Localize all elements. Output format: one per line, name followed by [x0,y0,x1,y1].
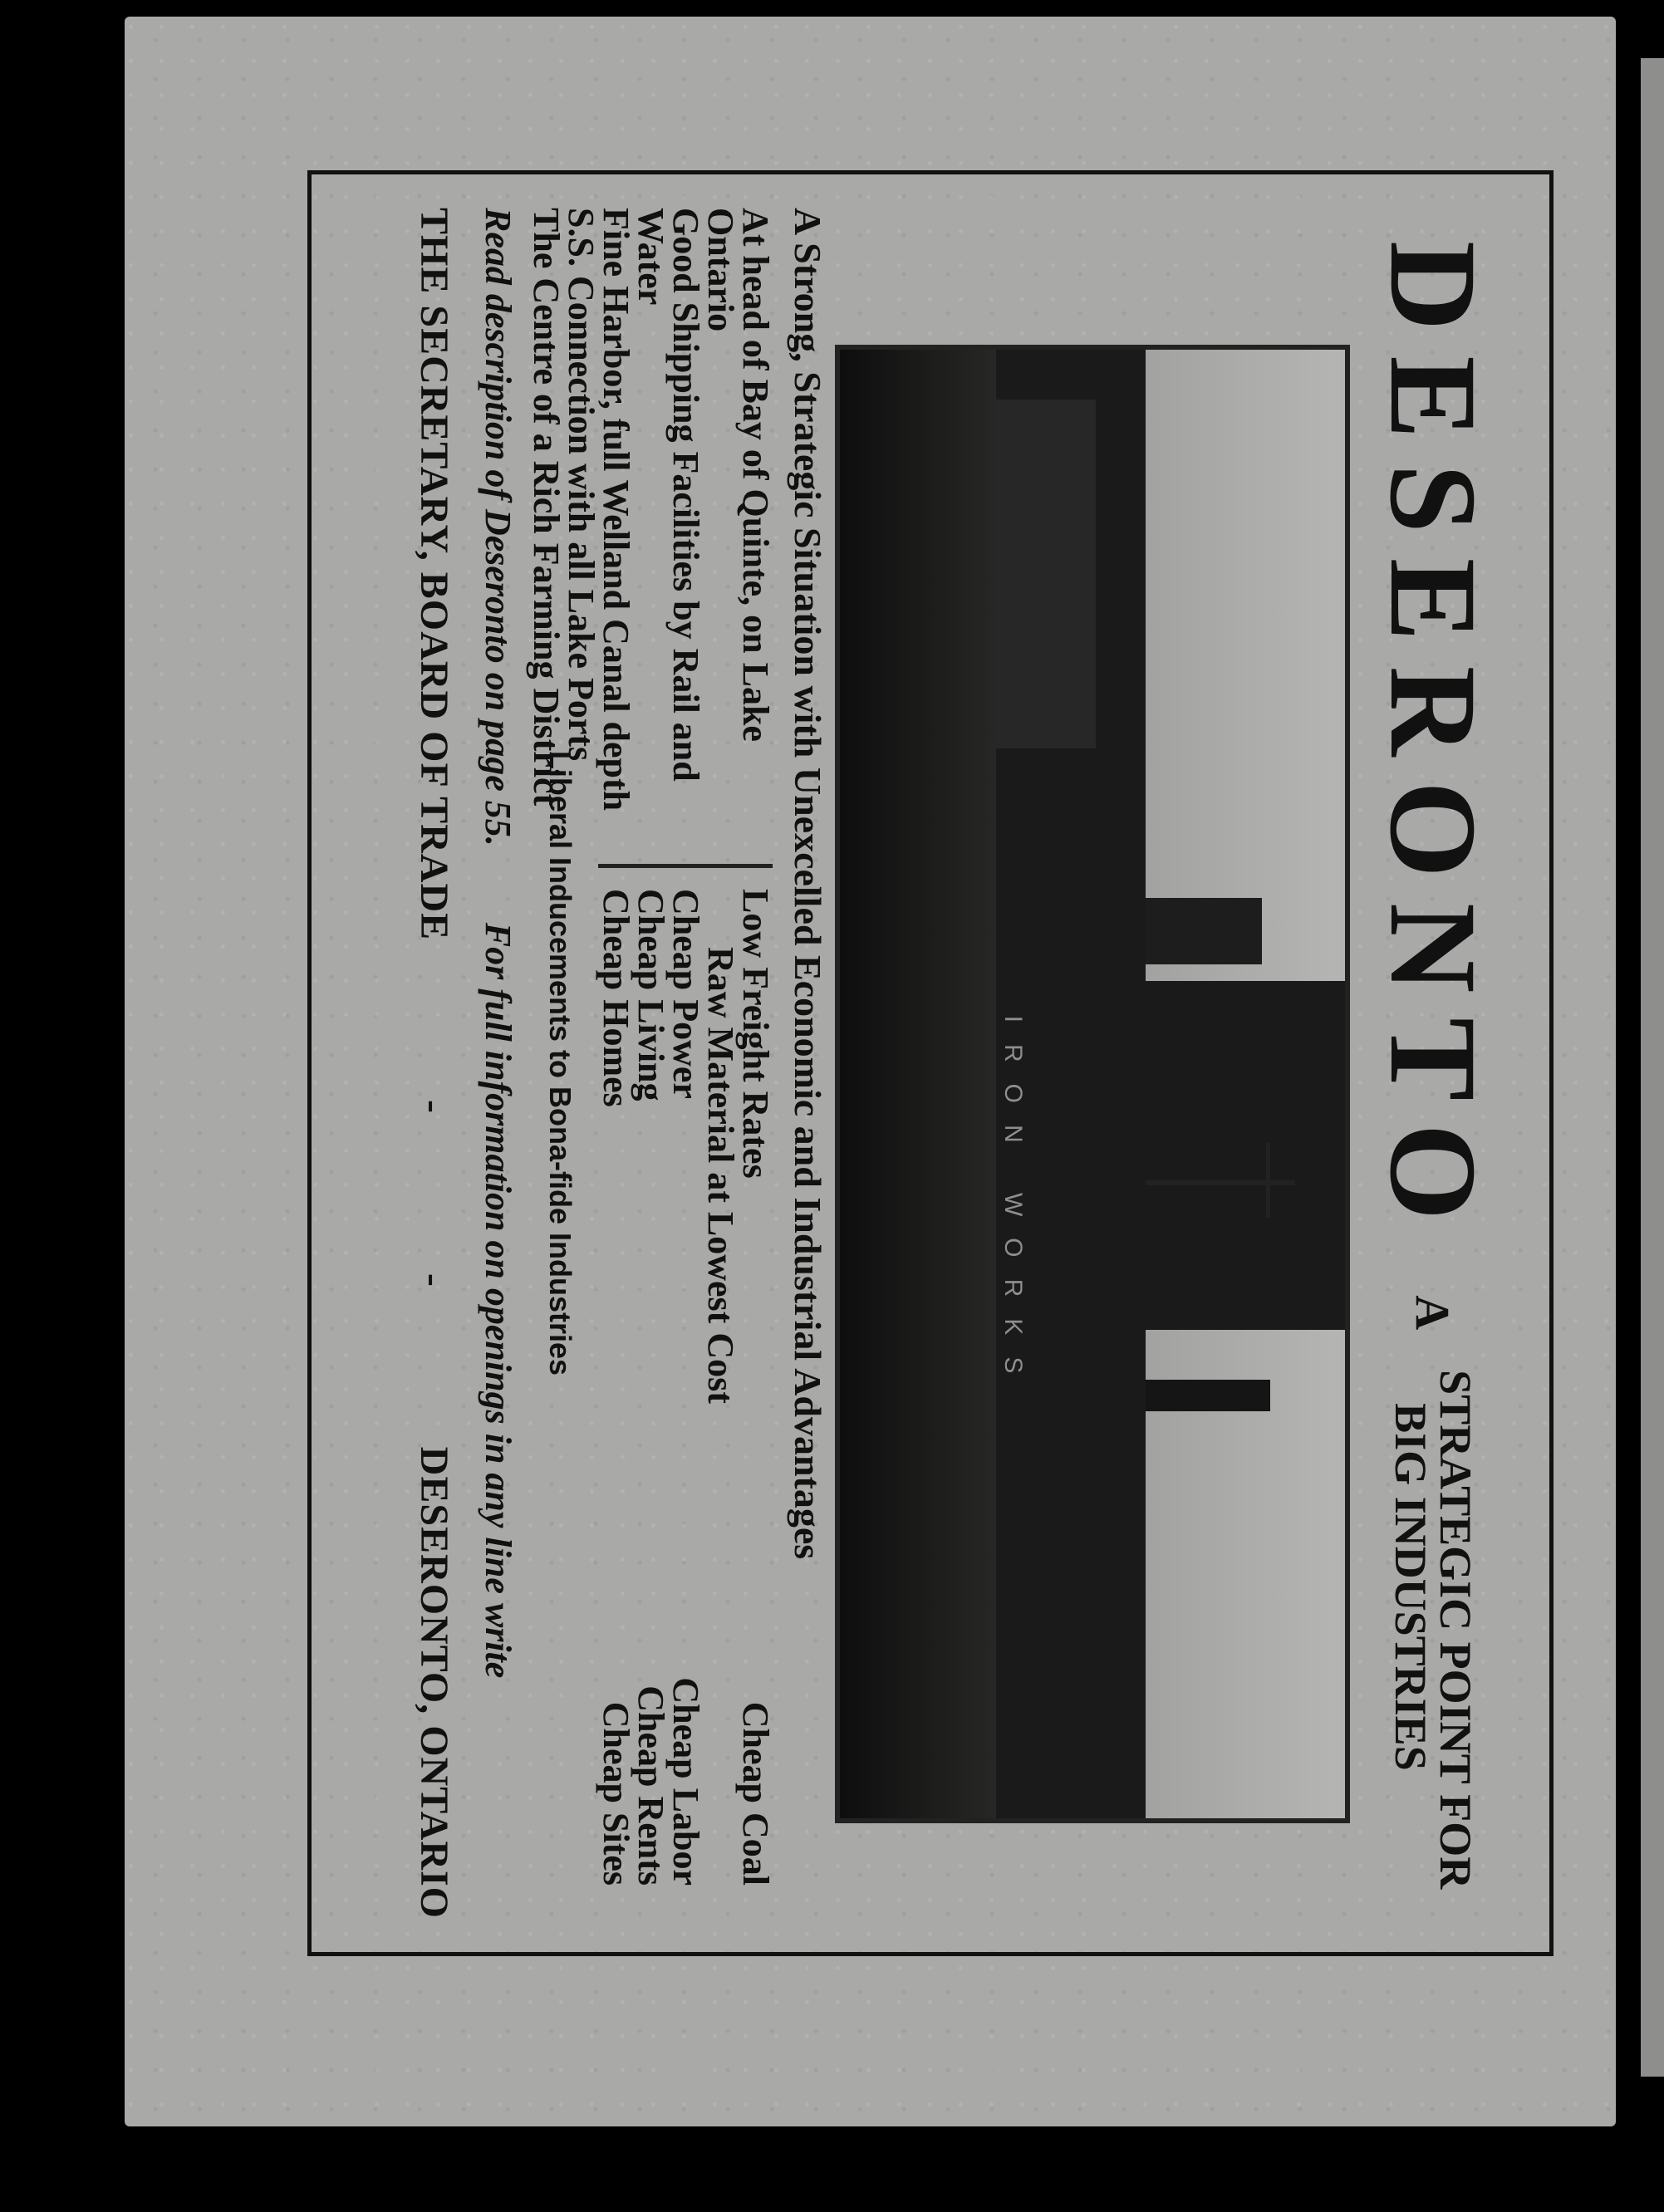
list-item: Good Shipping Facilities by Rail and Water [631,208,706,782]
list-item: Cheap Sites [596,1701,636,1886]
advantages-heading: A Strong, Strategic Situation with Unexcelled Economic and Industrial Advantages [787,208,829,1560]
list-item: Cheap Power [665,889,706,1099]
ad-title: DESERONTO [1364,241,1502,1246]
list-item: Raw Material at Lowest Cost [700,947,741,1404]
list-item: Cheap Living [631,889,671,1101]
cost-features [596,889,776,1470]
title-connector: A [1406,1295,1460,1331]
headline [1350,241,1516,1902]
advertisement [307,170,1554,1956]
read-more-line [477,208,519,1919]
tagline-line-2: BIG INDUSTRIES [1386,1403,1436,1771]
list-item: Cheap Rents [631,1685,671,1886]
inducements: Liberal Inducements to Bona-fide Industries [543,750,577,1376]
list-item: Fine Harbor, full Welland Canal depth [596,208,636,812]
list-item: The Centre of a Rich Farming District [526,208,567,807]
list-item: Cheap Homes [596,889,636,1107]
read-more: Read description of Deseronto on page 55. [478,208,518,846]
footer-right: DESERONTO, ONTARIO [412,1446,456,1919]
cheap-items [596,1503,776,1886]
list-item: Low Freight Rates [735,889,776,1179]
full-info: For full information on openings in any line write [478,922,518,1679]
tagline [1388,1370,1478,1889]
footer-dash: - [412,1100,456,1114]
list-item: At head of Bay of Quinte, on Lake Ontario [700,208,776,742]
list-item: Cheap Labor [665,1677,706,1886]
adjacent-page-edge [1641,58,1664,2077]
tagline-line-1: STRATEGIC POINT FOR [1431,1370,1480,1890]
footer-left: THE SECRETARY, BOARD OF TRADE [412,208,456,941]
photo-sign: IRON WORKS [999,1015,1027,1395]
footer-dash: - [412,1273,456,1287]
footer [411,208,457,1919]
photo-pole-arm [1266,1143,1270,1218]
column-divider [598,864,773,868]
iron-works-photo [835,345,1350,1823]
list-item: S.S. Connection with all Lake Ports [561,208,601,762]
photo-roof [996,400,1096,748]
list-item: Cheap Coal [735,1701,776,1886]
